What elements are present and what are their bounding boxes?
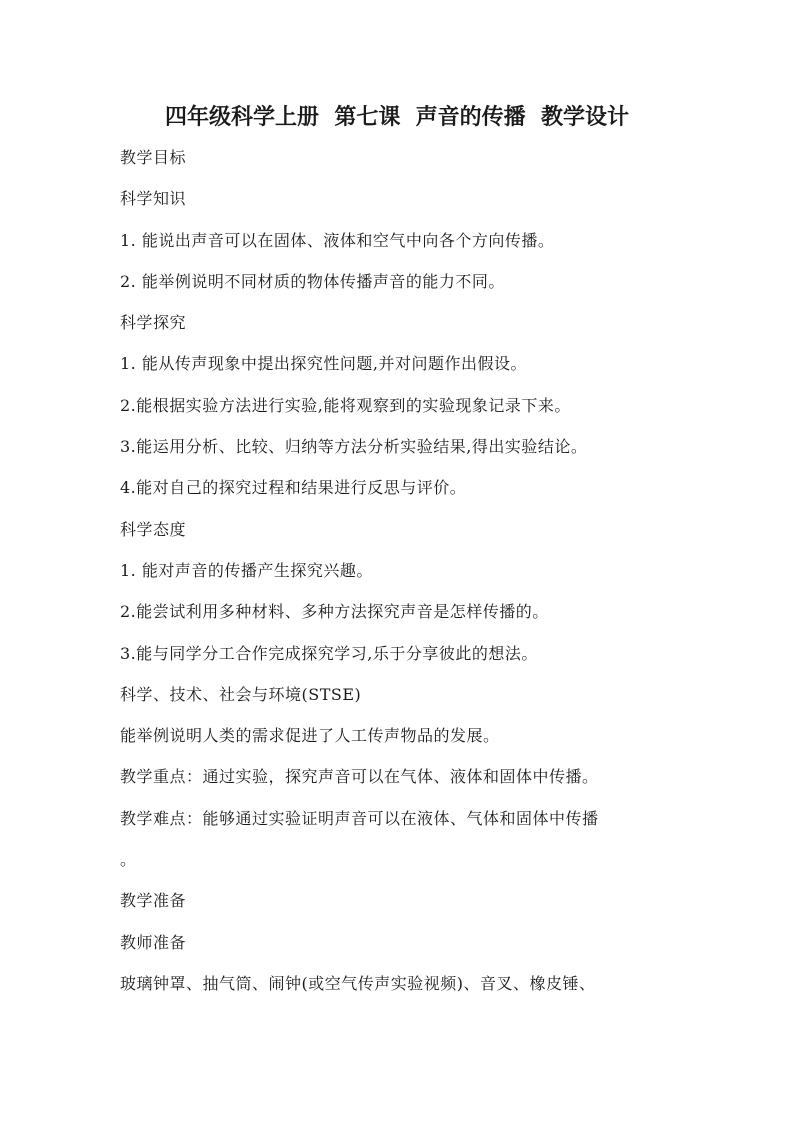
- heading-science-inquiry: 科学探究: [120, 313, 187, 333]
- document-title: 四年级科学上册 第七课 声音的传播 教学设计: [165, 104, 629, 130]
- heading-stse: 科学、技术、社会与环境(STSE): [120, 684, 362, 704]
- attitude-item-3: 3.能与同学分工合作完成探究学习,乐于分享彼此的想法。: [120, 643, 538, 663]
- knowledge-item-1: 1. 能说出声音可以在固体、液体和空气中向各个方向传播。: [120, 230, 555, 250]
- stse-item: 能举例说明人类的需求促进了人工传声物品的发展。: [120, 726, 500, 746]
- teaching-key-point: 教学重点：通过实验，探究声音可以在气体、液体和固体中传播。: [120, 767, 599, 787]
- inquiry-item-2: 2.能根据实验方法进行实验,能将观察到的实验现象记录下来。: [120, 395, 571, 415]
- inquiry-item-3: 3.能运用分析、比较、归纳等方法分析实验结果,得出实验结论。: [120, 437, 588, 457]
- heading-science-knowledge: 科学知识: [120, 189, 187, 209]
- document-body: [120, 146, 680, 1013]
- heading-science-attitude: 科学态度: [120, 519, 187, 539]
- attitude-item-1: 1. 能对声音的传播产生探究兴趣。: [120, 560, 373, 580]
- heading-teaching-objectives: 教学目标: [120, 148, 187, 167]
- teaching-difficulty-continuation: 。: [120, 850, 137, 870]
- teaching-difficulty: 教学难点：能够通过实验证明声音可以在液体、气体和固体中传播: [120, 808, 599, 828]
- knowledge-item-2: 2. 能举例说明不同材质的物体传播声音的能力不同。: [120, 271, 505, 291]
- inquiry-item-4: 4.能对自己的探究过程和结果进行反思与评价。: [120, 478, 467, 498]
- attitude-item-2: 2.能尝试利用多种材料、多种方法探究声音是怎样传播的。: [120, 602, 549, 622]
- inquiry-item-1: 1. 能从传声现象中提出探究性问题,并对问题作出假设。: [120, 354, 527, 374]
- heading-teacher-preparation: 教师准备: [120, 932, 187, 952]
- teacher-materials: 玻璃钟罩、抽气筒、闹钟(或空气传声实验视频)、音叉、橡皮锤、: [120, 973, 596, 993]
- heading-teaching-preparation: 教学准备: [120, 891, 187, 911]
